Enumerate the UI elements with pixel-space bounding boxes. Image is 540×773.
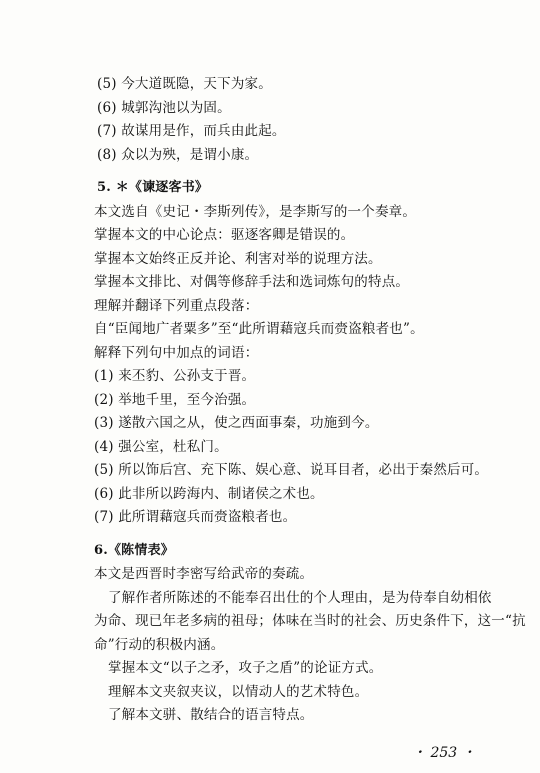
paragraph-line: 了解作者所陈述的不能奉召出仕的个人理由，是为侍奉自幼相依 [108,590,492,606]
paragraph-line: 本文是西晋时李密写给武帝的奏疏。 [94,566,314,582]
section-heading: 6.《陈情表》 [94,543,174,558]
paragraph-line: 命”行动的积极内涵。 [94,637,225,653]
paragraph-line: 掌握本文始终正反并论、利害对举的说理方法。 [94,251,382,267]
section-heading: 5. ＊《谏逐客书》 [97,180,209,195]
list-item: (5) 所以饰后宫、充下陈、娱心意、说耳目者，必出于秦然后可。 [94,462,489,478]
page-number: ・ 253 ・ [412,745,476,761]
list-item: (4) 强公室，杜私门。 [94,439,228,455]
paragraph-line: 掌握本文“以子之矛，攻子之盾”的论证方式。 [108,660,383,676]
list-item: (7) 故谋用是作，而兵由此起。 [97,123,286,139]
list-item: (5) 今大道既隐，天下为家。 [97,76,272,92]
paragraph-line: 为命、现已年老多病的祖母；体味在当时的社会、历史条件下，这一“抗 [94,613,526,629]
paragraph-line: 掌握本文的中心论点：驱逐客卿是错误的。 [94,227,355,243]
paragraph-line: 解释下列句中加点的词语： [94,345,259,361]
list-item: (7) 此所谓藉寇兵而赍盗粮者也。 [94,509,297,525]
paragraph-line: 掌握本文排比、对偶等修辞手法和选词炼句的特点。 [94,274,410,290]
list-item: (2) 举地千里，至今治强。 [94,392,256,408]
paragraph-line: 自“臣闻地广者粟多”至“此所谓藉寇兵而赍盗粮者也”。 [94,321,424,337]
list-item: (8) 众以为殃，是谓小康。 [97,147,259,163]
paragraph-line: 理解本文夹叙夹议，以情动人的艺术特色。 [108,684,369,700]
list-item: (1) 来丕豹、公孙支于晋。 [94,368,256,384]
paragraph-line: 了解本文骈、散结合的语言特点。 [108,707,314,723]
list-item: (6) 城郭沟池以为固。 [97,100,231,116]
paragraph-line: 理解并翻译下列重点段落： [94,298,259,314]
list-item: (3) 遂散六国之从，使之西面事秦，功施到今。 [94,415,379,431]
list-item: (6) 此非所以跨海内、制诸侯之术也。 [94,486,324,502]
paragraph-line: 本文选自《史记・李斯列传》，是李斯写的一个奏章。 [94,204,417,220]
